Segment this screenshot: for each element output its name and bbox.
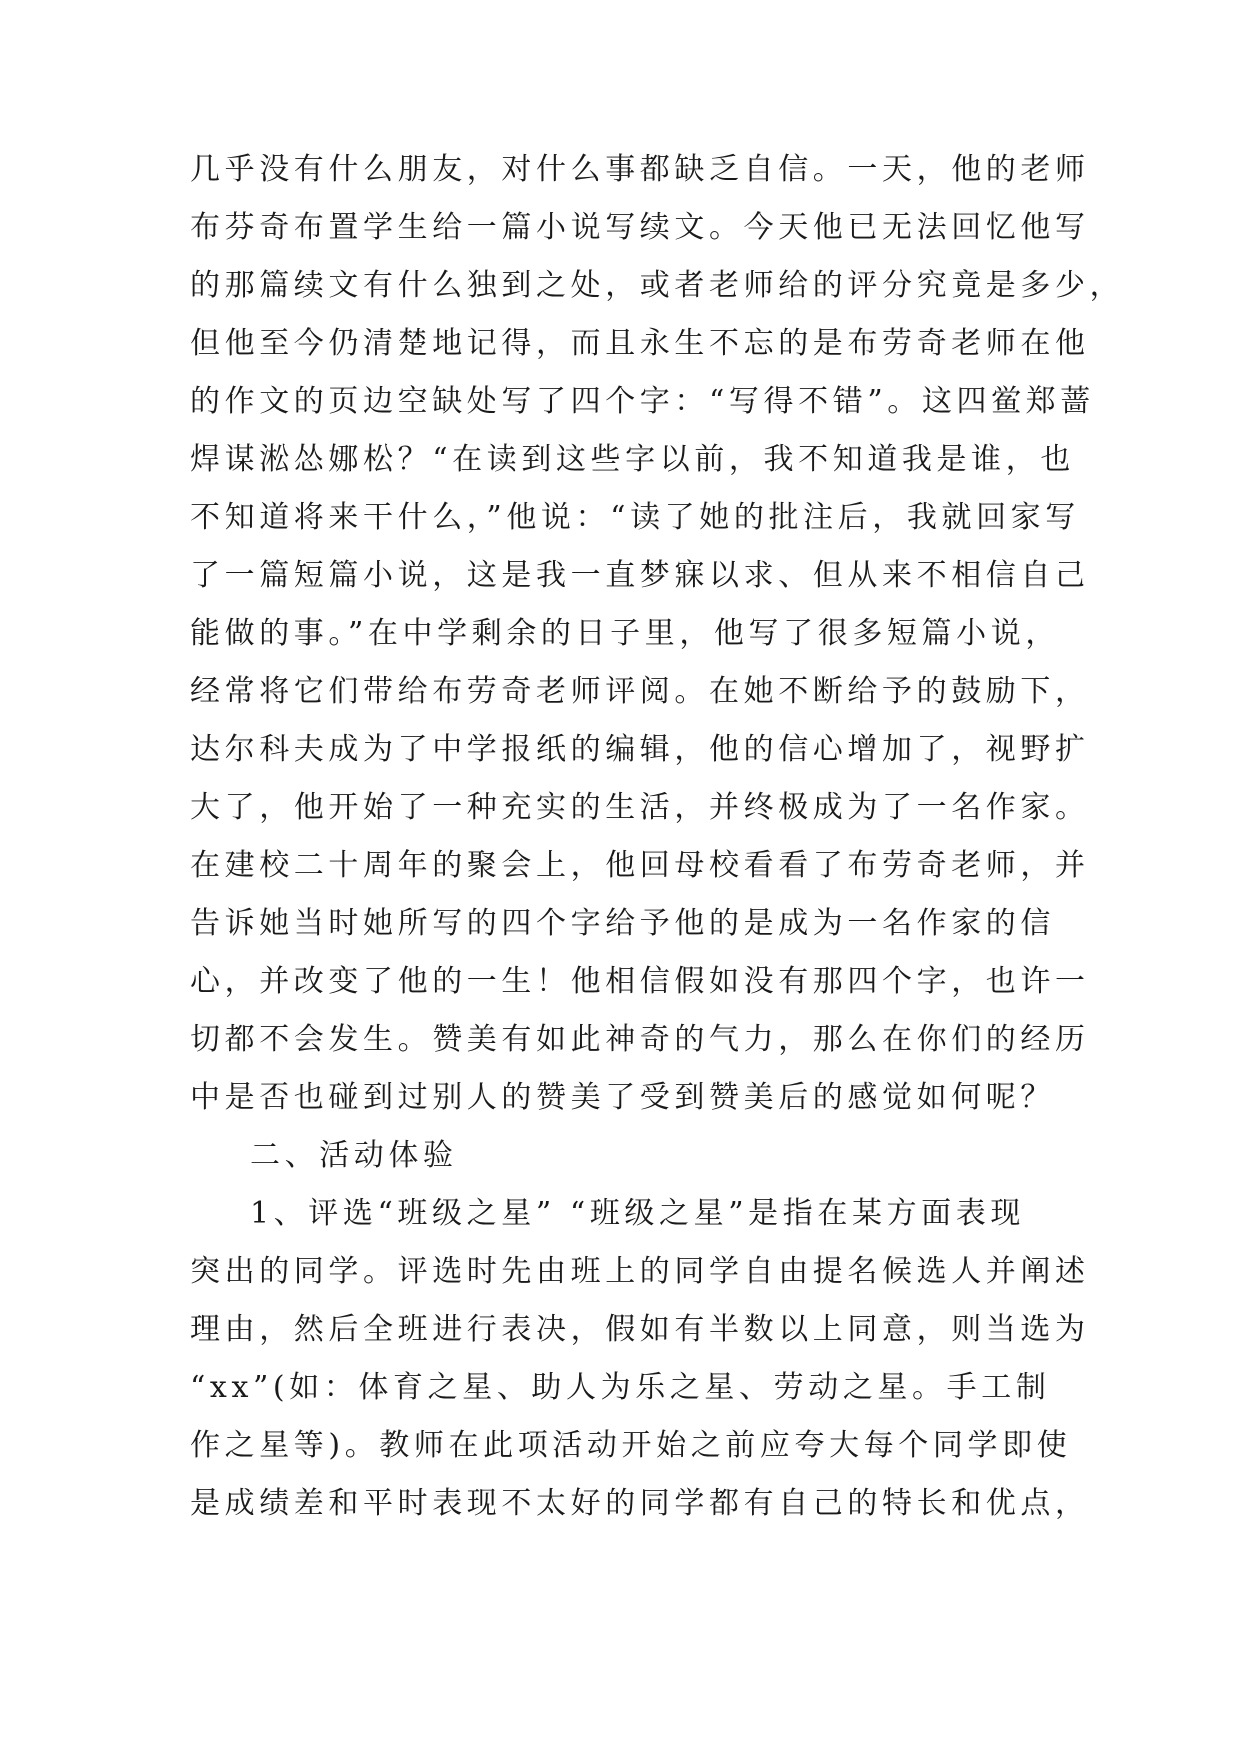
text-line: 的那篇续文有什么独到之处，或者老师给的评分究竟是多少，: [190, 268, 1125, 303]
item-first-line: 1、评选“班级之星” “班级之星”是指在某方面表现: [250, 1196, 1025, 1231]
text-line: 经常将它们带给布劳奇老师评阅。在她不断给予的鼓励下，: [190, 674, 1090, 709]
text-line: 的作文的页边空缺处写了四个字：“写得不错”。这四鲎郑蔷: [190, 384, 1095, 419]
text-line: 几乎没有什么朋友，对什么事都缺乏自信。一天，他的老师: [190, 152, 1090, 187]
text-line: 大了，他开始了一种充实的生活，并终极成为了一名作家。: [190, 790, 1090, 825]
text-line: 达尔科夫成为了中学报纸的编辑，他的信心增加了，视野扩: [190, 732, 1090, 767]
text-line: 心，并改变了他的一生！他相信假如没有那四个字，也许一: [190, 964, 1090, 999]
text-line: 是成绩差和平时表现不太好的同学都有自己的特长和优点，: [190, 1486, 1090, 1521]
text-line: 但他至今仍清楚地记得，而且永生不忘的是布劳奇老师在他: [190, 326, 1090, 361]
text-line: 作之星等)。教师在此项活动开始之前应夸大每个同学即使: [190, 1428, 1072, 1463]
text-line: 在建校二十周年的聚会上，他回母校看看了布劳奇老师，并: [190, 848, 1090, 883]
text-line: 中是否也碰到过别人的赞美了受到赞美后的感觉如何呢？: [190, 1080, 1055, 1115]
text-line: “xx”(如：体育之星、助人为乐之星、劳动之星。手工制: [190, 1370, 1051, 1405]
text-line: 突出的同学。评选时先由班上的同学自由提名候选人并阐述: [190, 1254, 1090, 1289]
text-line: 了一篇短篇小说，这是我一直梦寐以求、但从来不相信自己: [190, 558, 1090, 593]
text-line: 理由，然后全班进行表决，假如有半数以上同意，则当选为: [190, 1312, 1090, 1347]
text-line: 不知道将来干什么，”他说：“读了她的批注后，我就回家写: [190, 500, 1080, 535]
text-line: 能做的事。”在中学剩余的日子里，他写了很多短篇小说，: [190, 616, 1060, 651]
text-line: 切都不会发生。赞美有如此神奇的气力，那么在你们的经历: [190, 1022, 1090, 1057]
text-line: 布芬奇布置学生给一篇小说写续文。今天他已无法回忆他写: [190, 210, 1090, 245]
text-line: 告诉她当时她所写的四个字给予他的是成为一名作家的信: [190, 906, 1055, 941]
text-line: 焊谋淞怂娜松？“在读到这些字以前，我不知道我是谁，也: [190, 442, 1075, 477]
section-heading: 二、活动体验: [250, 1138, 458, 1173]
